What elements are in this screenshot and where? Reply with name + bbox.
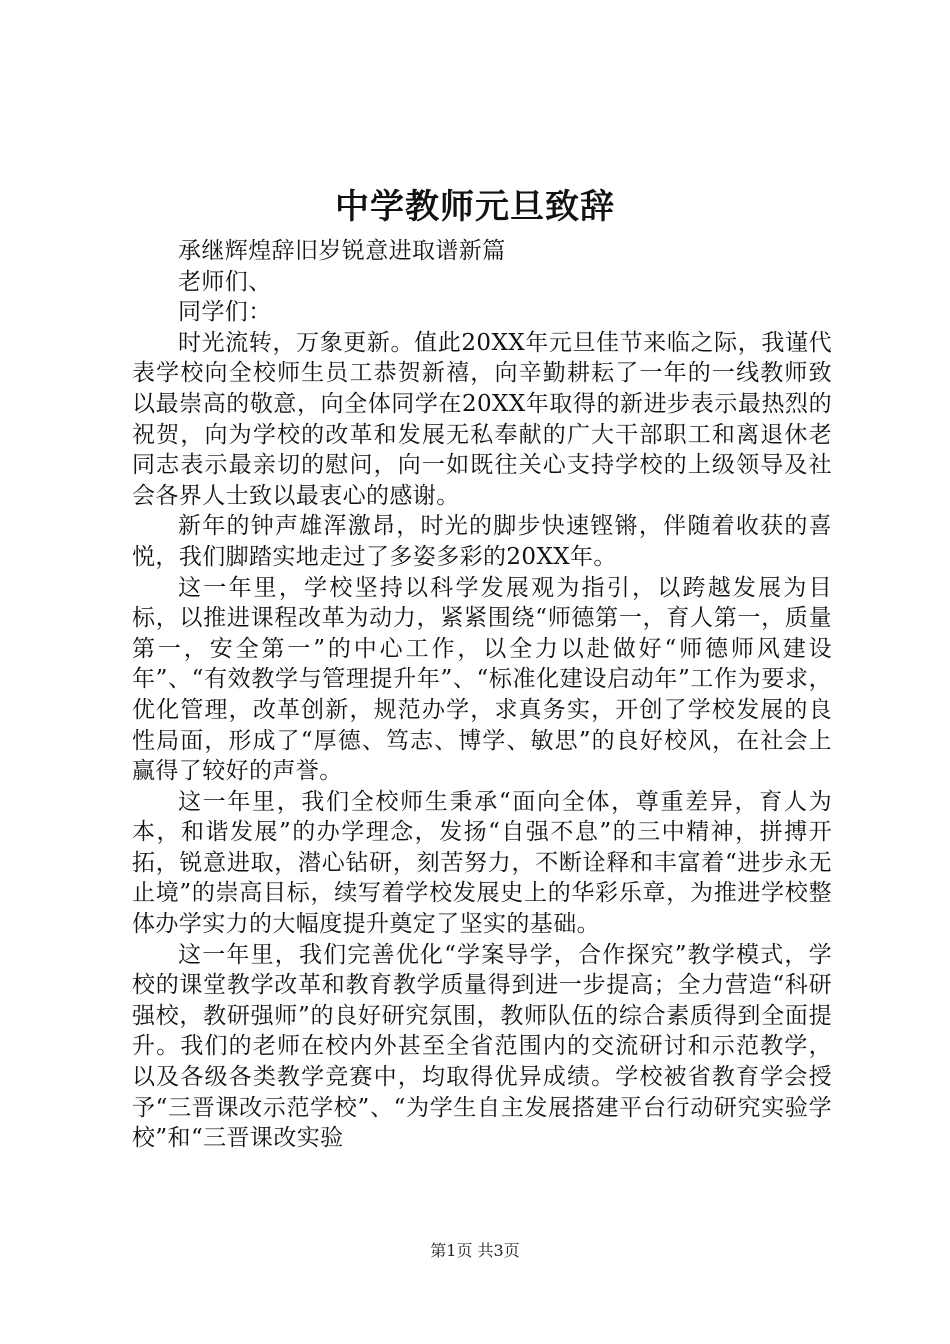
- paragraph: 新年的钟声雄浑激昂，时光的脚步快速铿锵，伴随着收获的喜悦，我们脚踏实地走过了多姿多彩的20XX年。: [132, 513, 832, 570]
- document-title: 中学教师元旦致辞: [335, 187, 615, 227]
- paragraph-salutation-teachers: 老师们、: [178, 268, 272, 295]
- paragraph: 这一年里，我们完善优化“学案导学，合作探究”教学模式，学校的课堂教学改革和教育教学质量得到进一步提高；全力营造“科研强校，教研强师”的良好研究氛围，教师队伍的综合素质得到全面提升。我们的老师在校内外甚至全省范围内的交流研讨和示范教学，以及各级各类教学竞赛中，均取得优异成绩。学校被省教育学会授予“三晋课改示范学校”、“为学生自主发展搭建平台行动研究实验学校”和“三晋课改实验: [132, 941, 832, 1152]
- paragraph: 这一年里，学校坚持以科学发展观为指引，以跨越发展为目标，以推进课程改革为动力，紧紧围绕“师德第一，育人第一，质量第一，安全第一”的中心工作，以全力以赴做好“师德师风建设年”、“有效教学与管理提升年”、“标准化建设启动年”工作为要求，优化管理，改革创新，规范办学，求真务实，开创了学校发展的良性局面，形成了“厚德、笃志、博学、敏思”的良好校风，在社会上赢得了较好的声誉。: [132, 574, 832, 785]
- paragraph: 这一年里，我们全校师生秉承“面向全体，尊重差异，育人为本，和谐发展”的办学理念，发扬“自强不息”的三中精神，拼搏开拓，锐意进取，潜心钻研，刻苦努力，不断诠释和丰富着“进步永无止境”的崇高目标，续写着学校发展史上的华彩乐章，为推进学校整体办学实力的大幅度提升奠定了坚实的基础。: [132, 788, 832, 938]
- document-body: [132, 236, 832, 1154]
- paragraph: 时光流转，万象更新。值此20XX年元旦佳节来临之际，我谨代表学校向全校师生员工恭贺新禧，向辛勤耕耘了一年的一线教师致以最崇高的敬意，向全体同学在20XX年取得的新进步表示最热烈的祝贺，向为学校的改革和发展无私奉献的广大干部职工和离退休老同志表示最亲切的慰问，向一如既往关心支持学校的上级领导及社会各界人士致以最衷心的感谢。: [132, 329, 832, 509]
- page-number-footer: 第1页 共3页: [430, 1241, 520, 1260]
- paragraph-salutation-students: 同学们：: [178, 299, 272, 326]
- paragraph-subtitle: 承继辉煌辞旧岁锐意进取谱新篇: [178, 238, 506, 264]
